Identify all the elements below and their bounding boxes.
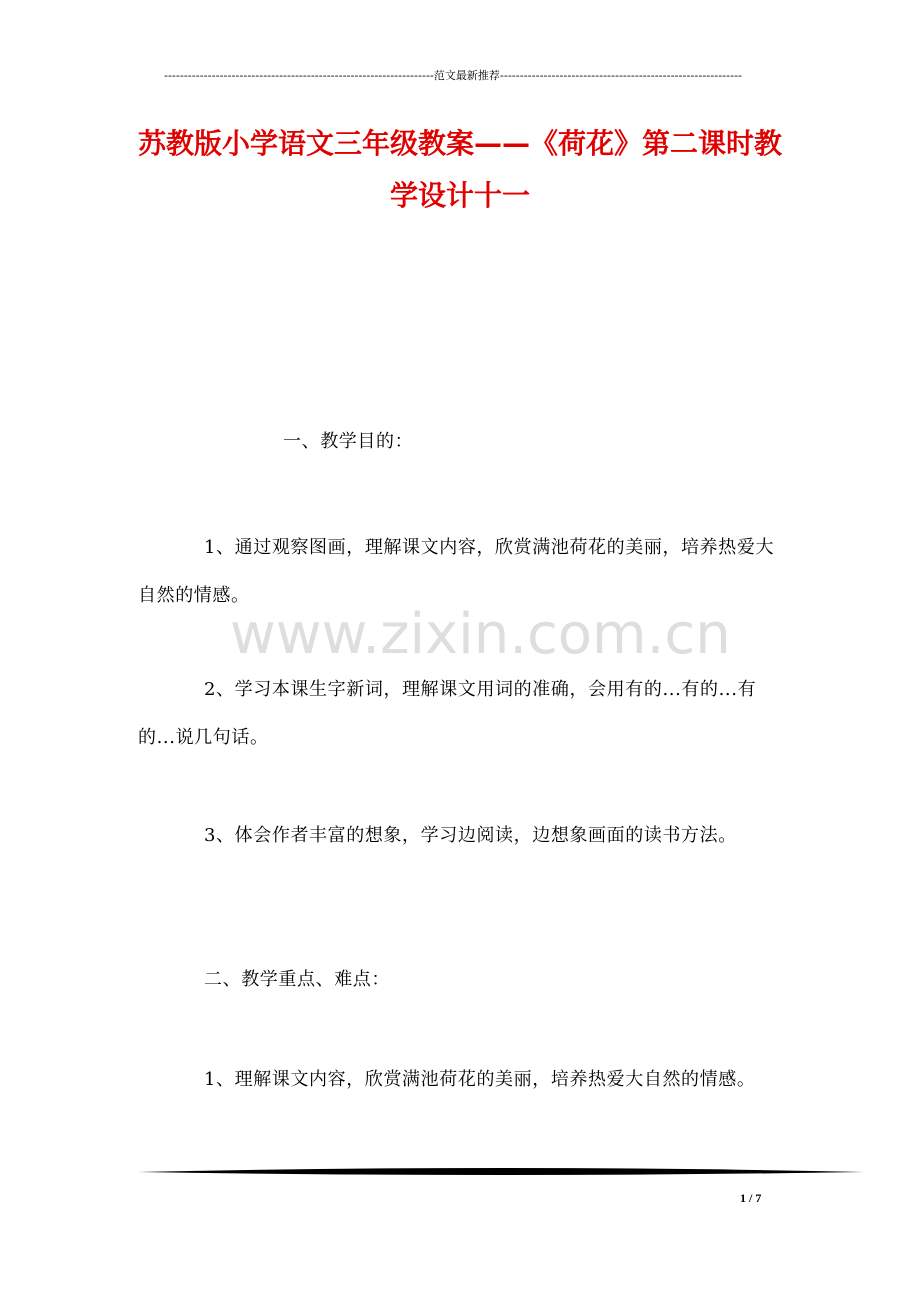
header-label: 范文最新推荐 — [433, 69, 500, 82]
page-number: 1 / 7 — [740, 1191, 762, 1205]
paragraph-goal-3: 3、体会作者丰富的想象，学习边阅读，边想象画面的读书方法。 — [204, 825, 737, 846]
document-title: 苏教版小学语文三年级教案——《荷花》第二课时教学设计十一 — [137, 127, 782, 212]
header-dashes-right: ------------------------------------------------------------- — [499, 69, 743, 82]
heading-teaching-goals: 一、教学目的： — [283, 431, 414, 452]
page-header — [138, 68, 768, 84]
watermark: www.zixin.com.cn — [230, 602, 731, 667]
paragraph-key-point-1: 1、理解课文内容，欣赏满池荷花的美丽，培养热爱大自然的情感。 — [204, 1069, 756, 1090]
footer-rule — [138, 1165, 864, 1179]
header-dashes-left: -------------------------------------------------------------------- — [163, 69, 434, 82]
paragraph-goal-1: 1、通过观察图画，理解课文内容，欣赏满池荷花的美丽，培养热爱大自然的情感。 — [138, 537, 775, 606]
paragraph-goal-2: 2、学习本课生字新词，理解课文用词的准确，会用有的...有的...有的...说几句话。 — [138, 679, 757, 748]
heading-key-points: 二、教学重点、难点： — [204, 969, 390, 990]
